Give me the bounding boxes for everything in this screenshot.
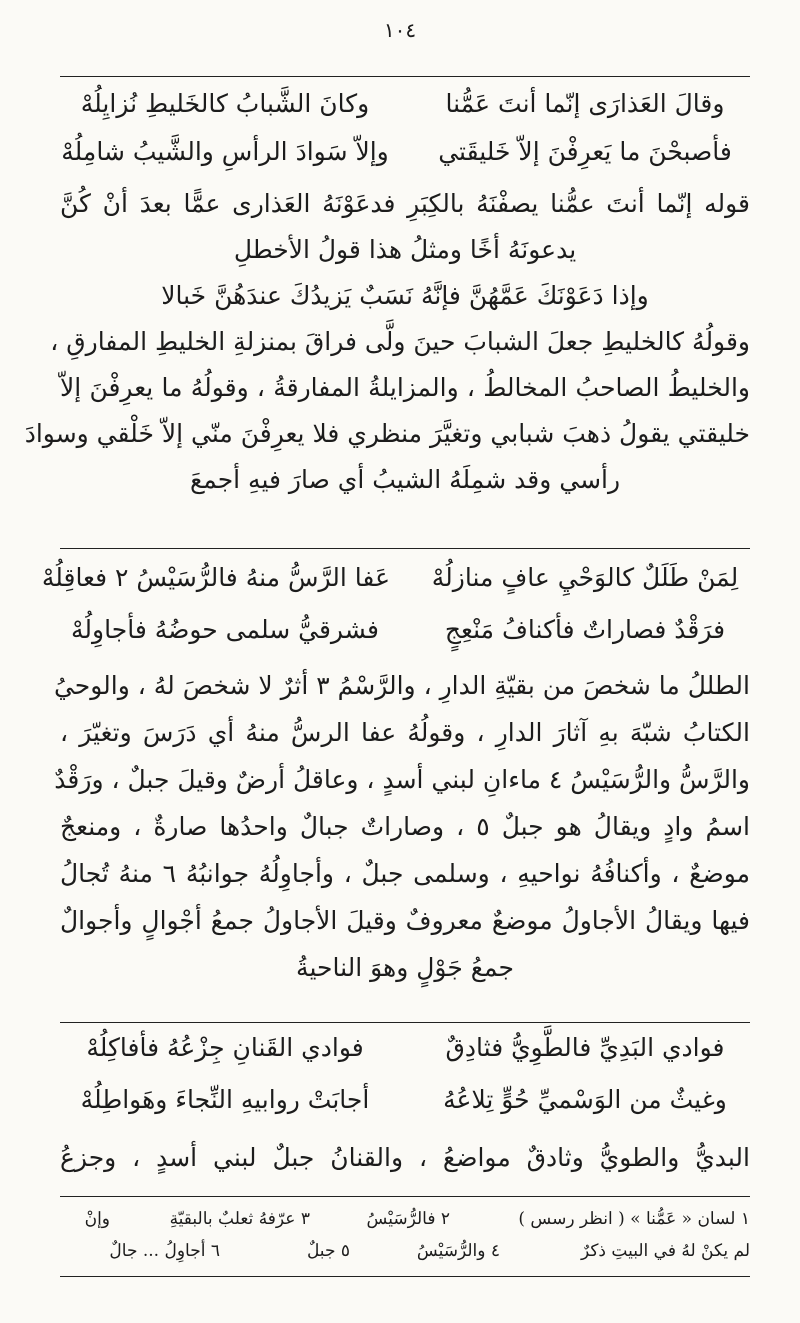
verse-line [60, 1030, 750, 1066]
footnote-rule [60, 1196, 750, 1197]
quoted-verse-line: وإذا دَعَوْنَكَ عَمَّهُنَّ فإنَّهُ نَسَبٌ يَزيدُكَ عندَهُنَّ خَبالا [161, 281, 649, 310]
footnote: لم يكنْ لهُ في البيتِ ذكرٌ [580, 1241, 750, 1261]
commentary-line: الكتابُ شبّهَ بهِ آثارَ الدارِ ، وقولُهُ عفا الرسُّ منهُ أي دَرَسَ وتغيّرَ ، [60, 718, 750, 747]
verse-line [60, 1082, 750, 1118]
footnote-row [60, 1238, 750, 1264]
verse-line [60, 134, 750, 170]
footnote: ١ لسان « عَمُّنا » ( انظر رسس ) [518, 1209, 750, 1229]
commentary-line: والخليطُ الصاحبُ المخالطُ ، والمزايلةُ المفارقةُ ، وقولُهُ ما يعرِفْنَ إلاّ [60, 373, 750, 402]
verse-hemistich-left: أجابَتْ روابيهِ النِّجاءَ وهَواطِلُهْ [80, 1085, 370, 1114]
commentary-line: يدعونَهُ أخًا ومثلُ هذا قولُ الأخطلِ [233, 235, 577, 264]
bottom-rule [60, 1276, 750, 1277]
page-number: ١٠٤ [383, 18, 417, 42]
verse-line [60, 86, 750, 122]
commentary-line: موضعٌ ، وأكنافُهُ نواحيهِ ، وسلمى جبلٌ ، وأجاوِلُهُ جوانبُهُ ٦ منهُ تُجالُ [60, 859, 751, 888]
verse-line [60, 612, 750, 648]
verse-hemistich-right: لِمَنْ طَلَلٌ كالوَحْيِ عافٍ منازلُهْ [431, 563, 739, 592]
footnote: ٦ أجاوِلُ ... جالٌ [109, 1241, 220, 1261]
footnote: ٣ عرّفهُ ثعلبٌ بالبقيّةِ [169, 1209, 310, 1229]
commentary-line: الطللُ ما شخصَ من بقيّةِ الدارِ ، والرَّسْمُ ٣ أثرٌ لا شخصَ لهُ ، والوحيُ [53, 671, 750, 700]
footnote: ٥ جبلٌ [306, 1241, 350, 1261]
footnote-row [60, 1206, 750, 1232]
verse-hemistich-right: فرَقْدٌ فصاراتٌ فأكنافُ مَنْعِجٍ [444, 615, 726, 644]
verse-hemistich-left: وكانَ الشَّبابُ كالخَليطِ نُزايِلُهْ [80, 89, 370, 118]
verse-line [41, 560, 750, 596]
verse-hemistich-left: فوادي القَنانِ جِزْعُهُ فأفاكِلُهْ [86, 1033, 364, 1062]
commentary-line: فيها ويقالُ الأجاولُ موضعٌ معروفٌ وقيلَ الأجاولُ جمعُ أجْوالٍ وأجوالٌ [60, 906, 750, 935]
commentary-line: البديُّ والطويُّ وثادقٌ مواضعُ ، والقنانُ جبلٌ لبني أسدٍ ، وجزعُ [60, 1143, 750, 1172]
section-divider [60, 1022, 750, 1023]
verse-hemistich-left: فشرقيُّ سلمى حوضُهُ فأجاوِلُهْ [71, 615, 379, 644]
commentary-line: خليقتي يقولُ ذهبَ شبابي وتغيَّرَ منظري فلا يعرِفْنَ منّي إلاّ خَلْقي وسوادَ [24, 419, 750, 448]
commentary-line: قوله إنّما أنتَ عمُّنا يصفْنَهُ بالكِبَرِ فدعَوْنَهُ العَذارى عمًّا بعدَ أنْ كُنَّ [60, 189, 750, 218]
verse-hemistich-left: عَفا الرَّسُّ منهُ فالرُّسَيْسُ ٢ فعاقِلُهْ [41, 563, 390, 592]
footnote: ٤ والرُّسَيْسُ [416, 1241, 500, 1261]
footnote: وإنْ [84, 1209, 110, 1229]
commentary-line: والرَّسُّ والرُّسَيْسُ ٤ ماءانِ لبني أسدٍ ، وعاقلُ أرضٌ وقيلَ جبلٌ ، ورَقْدٌ [54, 765, 750, 794]
footnote: ٢ فالرُّسَيْسُ [366, 1209, 450, 1229]
commentary-line: رأسي وقد شمِلَهُ الشيبُ أي صارَ فيهِ أجمعَ [189, 465, 621, 494]
header-rule [60, 76, 750, 77]
verse-hemistich-right: وقالَ العَذارَى إنّما أنتَ عَمُّنا [445, 89, 725, 118]
verse-hemistich-right: فأصبحْنَ ما يَعرِفْنَ إلاّ خَليقَتي [438, 137, 732, 166]
section-divider [60, 548, 750, 549]
verse-hemistich-left: وإلاّ سَوادَ الرأسِ والشَّيبُ شامِلُهْ [61, 137, 389, 166]
commentary-line: اسمُ وادٍ ويقالُ هو جبلٌ ٥ ، وصاراتٌ جبالٌ واحدُها صارةٌ ، ومنعجٌ [60, 812, 750, 841]
verse-hemistich-right: فوادي البَدِيِّ فالطَّوِيُّ فثادِقٌ [445, 1033, 725, 1062]
commentary-line: جمعُ جَوْلٍ وهوَ الناحيةُ [296, 953, 514, 982]
verse-hemistich-right: وغيثٌ من الوَسْميِّ حُوٍّ تِلاعُهُ [443, 1085, 727, 1114]
commentary-line: وقولُهُ كالخليطِ جعلَ الشبابَ حينَ ولَّى فراقَ بمنزلةِ الخليطِ المفارقِ ، [50, 327, 750, 356]
